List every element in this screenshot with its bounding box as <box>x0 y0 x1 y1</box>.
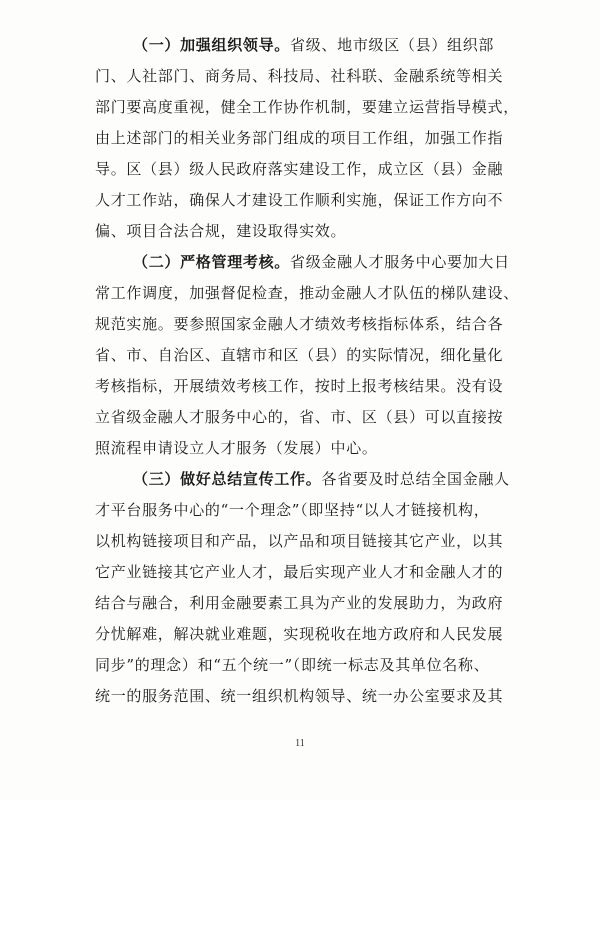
body-line: 偏、项目合法合规，建设取得实效。 <box>95 222 347 240</box>
body-line: 以机构链接项目和产品，以产品和项目链接其它产业，以其 <box>95 532 504 550</box>
body-line: 省、市、自治区、直辖市和区（县）的实际情况，细化量化 <box>95 346 504 364</box>
body-text: 各省要及时总结全国金融人 <box>321 470 510 488</box>
section-heading: （二）严格管理考核。 <box>133 253 291 271</box>
body-line: 常工作调度，加强督促检查，推动金融人才队伍的梯队建设、 <box>95 284 519 302</box>
body-line: 门、人社部门、商务局、科技局、社科联、金融系统等相关 <box>95 67 504 85</box>
page-number: 11 <box>295 738 305 749</box>
body-line: 立省级金融人才服务中心的，省、市、区（县）可以直接按 <box>95 408 504 426</box>
body-text: 省级、地市级区（县）组织部 <box>290 36 495 54</box>
paragraph-summary-publicity <box>95 464 515 712</box>
body-line: 由上述部门的相关业务部门组成的项目工作组，加强工作指 <box>95 129 504 147</box>
paragraph-first-line <box>95 464 515 495</box>
body-line: 分忧解难，解决就业难题，实现税收在地方政府和人民发展 <box>95 625 504 643</box>
section-heading: （三）做好总结宣传工作。 <box>133 470 322 488</box>
section-heading: （一）加强组织领导。 <box>133 36 291 54</box>
body-line: 导。区（县）级人民政府落实建设工作，成立区（县）金融 <box>95 160 504 178</box>
body-line: 统一的服务范围、统一组织机构领导、统一办公室要求及其 <box>95 687 504 705</box>
paragraph-first-line <box>95 30 515 61</box>
paragraph-organization-leadership <box>95 30 519 247</box>
paragraph-first-line <box>95 247 515 278</box>
body-line: 照流程申请设立人才服务（发展）中心。 <box>95 439 378 457</box>
body-line: 规范实施。要参照国家金融人才绩效考核指标体系，结合各 <box>95 315 504 333</box>
body-line: 结合与融合，利用金融要素工具为产业的发展助力，为政府 <box>95 594 504 612</box>
body-line: 人才工作站，确保人才建设工作顺利实施，保证工作方向不 <box>95 191 504 209</box>
paragraph-management-assessment <box>95 247 519 464</box>
document-body <box>95 30 519 712</box>
body-line: 才平台服务中心的“一个理念”（即坚持“以人才链接机构， <box>95 501 490 519</box>
body-line: 考核指标，开展绩效考核工作，按时上报考核结果。没有设 <box>95 377 504 395</box>
body-line: 部门要高度重视，健全工作协作机制，要建立运营指导模式， <box>95 98 519 116</box>
body-line: 同步”的理念）和“五个统一”（即统一标志及其单位名称、 <box>95 656 490 674</box>
body-text: 省级金融人才服务中心要加大日 <box>290 253 510 271</box>
body-line: 它产业链接其它产业人才，最后实现产业人才和金融人才的 <box>95 563 504 581</box>
